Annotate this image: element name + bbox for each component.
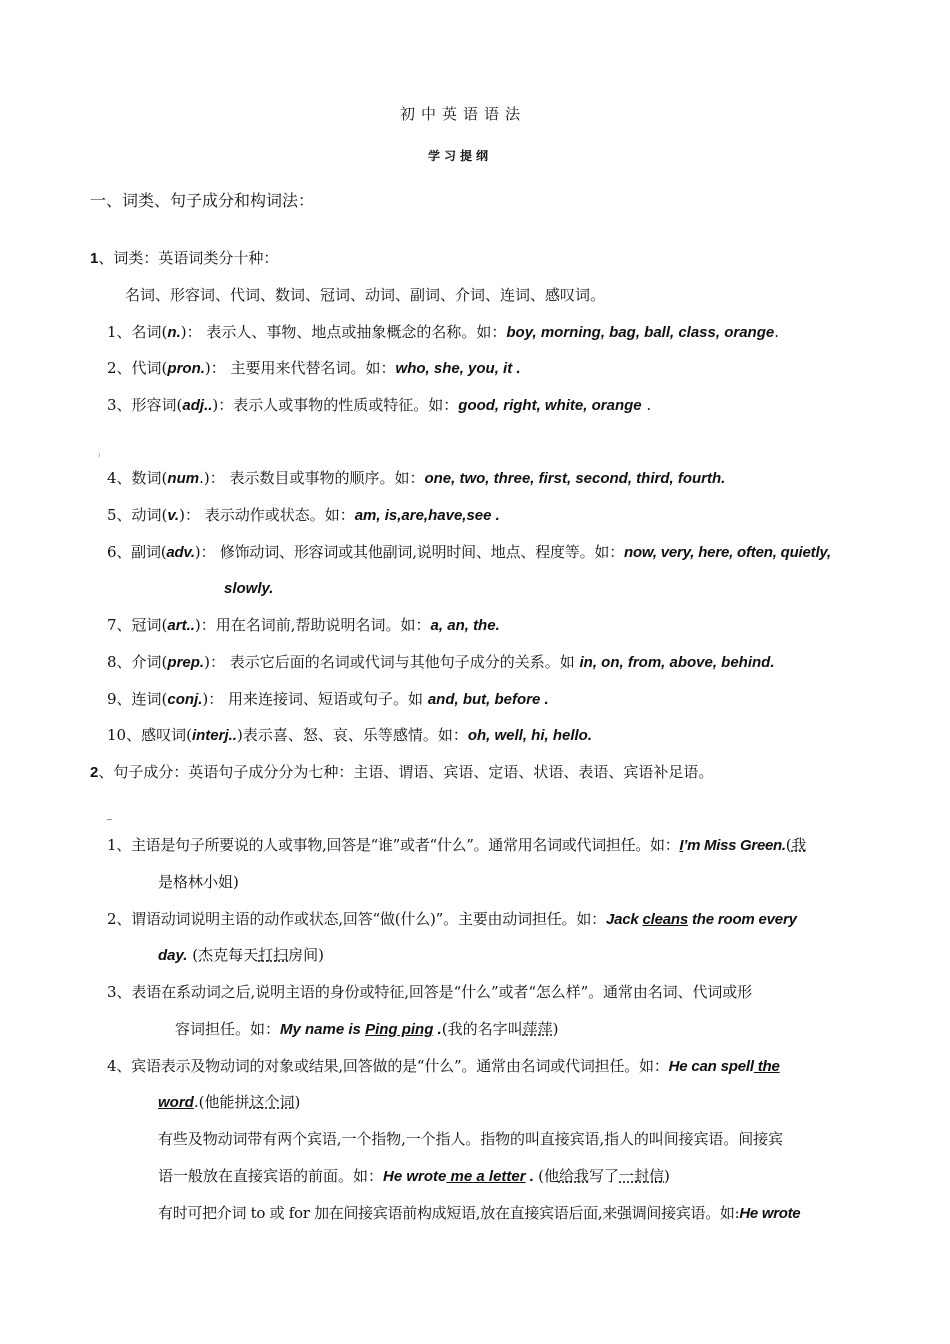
item-adjective: 3、形容词(adj..)：表示人或事物的性质或特征。如：good, right, white, orange .: [107, 396, 652, 414]
item-conjunction: 9、连词(conj.)： 用来连接词、短语或句子。如 and, but, before .: [107, 690, 549, 708]
double-object-paragraph: 有些及物动词带有两个宾语,一个指物,一个指人。指物的叫直接宾语,指人的叫间接宾语。间接宾: [158, 1130, 783, 1148]
stray-mark: ⁾: [98, 452, 100, 461]
object-paragraph: 4、宾语表示及物动词的对象或结果,回答做的是“什么”。通常由名词或代词担任。如：He can spell the: [107, 1057, 780, 1075]
predicate-paragraph-cont: day. (杰克每天打扫房间): [158, 946, 324, 964]
word-class-heading: 1、词类：英语词类分十种：: [90, 249, 279, 267]
item-noun: 1、名词(n.)： 表示人、事物、地点或抽象概念的名称。如：boy, morning, bag, ball, class, orange.: [107, 323, 779, 341]
predicative-paragraph: 3、表语在系动词之后,说明主语的身份或特征,回答是“什么”或者“怎么样”。通常由名词、代词或形: [107, 983, 753, 1001]
stray-mark-2: ~: [106, 815, 113, 824]
item-verb: 5、动词(v.)： 表示动作或状态。如：am, is,are,have,see .: [107, 506, 500, 524]
item-adverb: 6、副词(adv.)： 修饰动词、形容词或其他副词,说明时间、地点、程度等。如：now, very, here, often, quietly,: [107, 543, 831, 561]
predicate-paragraph: 2、谓语动词说明主语的动作或状态,回答“做(什么)”。主要由动词担任。如：Jack cleans the room every: [107, 910, 797, 928]
indirect-object-paragraph: 有时可把介词 to 或 for 加在间接宾语前构成短语,放在直接宾语后面,来强调间接宾语。如:He wrote: [158, 1204, 801, 1222]
double-object-paragraph-cont: 语一般放在直接宾语的前面。如：He wrote me a letter . (他给我写了一封信): [158, 1167, 670, 1185]
item-pronoun: 2、代词(pron.)： 主要用来代替名词。如：who, she, you, it .: [107, 359, 521, 377]
item-preposition: 8、介词(prep.)： 表示它后面的名词或代词与其他句子成分的关系。如 in, on, from, above, behind.: [107, 653, 775, 671]
word-class-list: 名词、形容词、代词、数词、冠词、动词、副词、介词、连词、感叹词。: [125, 286, 606, 304]
item-numeral: 4、数词(num.)： 表示数目或事物的顺序。如：one, two, three, first, second, third, fourth.: [107, 469, 726, 487]
page-subtitle: 学习提纲: [428, 149, 493, 163]
object-paragraph-cont: word.(他能拼这个词): [158, 1093, 301, 1111]
item-interjection: 10、感叹词(interj..)表示喜、怒、哀、乐等感情。如：oh, well, hi, hello.: [107, 726, 593, 744]
predicative-paragraph-cont: 容词担任。如：My name is Ping ping .(我的名字叫萍萍): [175, 1020, 559, 1038]
page-title: 初中英语语法: [400, 105, 527, 123]
item-article: 7、冠词(art..)：用在名词前,帮助说明名词。如：a, an, the.: [107, 616, 500, 634]
subject-paragraph-cont: 是格林小姐): [158, 873, 239, 891]
section-heading: 一、词类、句子成分和构词法：: [90, 191, 315, 210]
subject-paragraph: 1、主语是句子所要说的人或事物,回答是“谁”或者“什么”。通常用名词或代词担任。如：I’m Miss Green.(我: [107, 836, 807, 854]
sentence-component-heading: 2、句子成分：英语句子成分分为七种：主语、谓语、宾语、定语、状语、表语、宾语补足语。: [90, 763, 714, 781]
item-adverb-cont: slowly.: [224, 580, 274, 597]
